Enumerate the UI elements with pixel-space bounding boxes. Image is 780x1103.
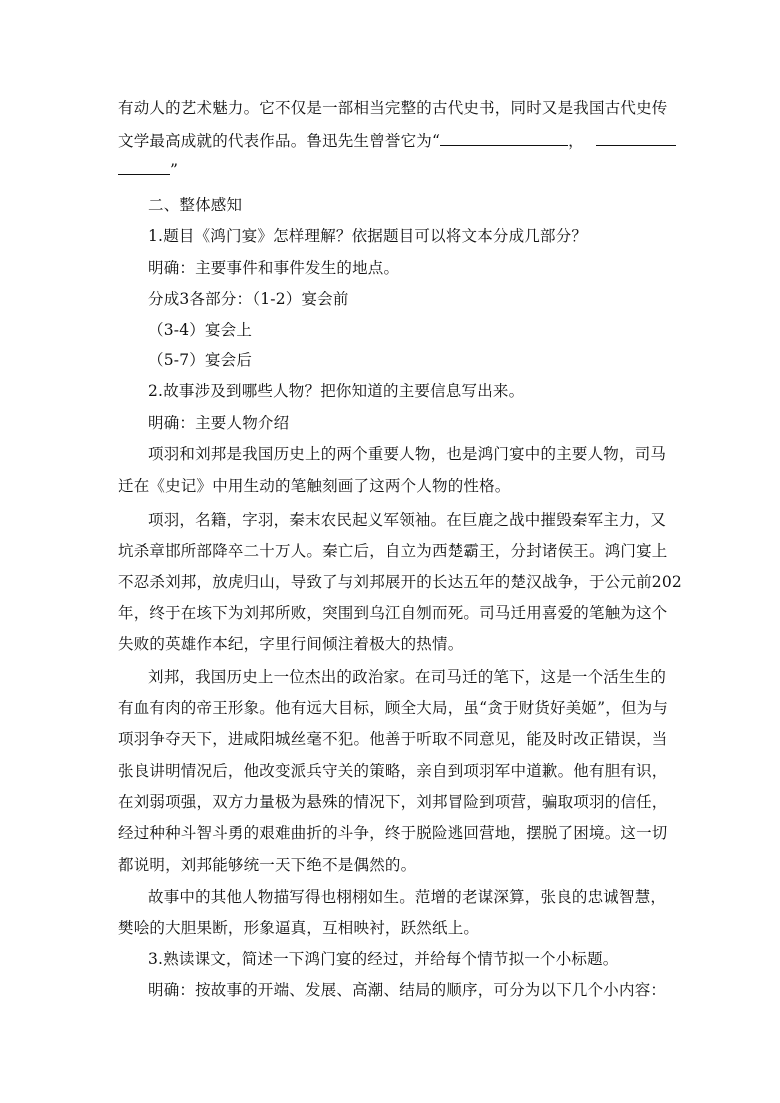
paragraph-liubang-line-6: 经过种种斗智斗勇的艰难曲折的斗争，终于脱险逃回营地，摆脱了困境。这一切 (118, 824, 668, 842)
intro-line-3 (118, 160, 178, 180)
question-1-answer: 明确：主要事件和事件发生的地点。 (148, 259, 400, 277)
paragraph-liubang-line-3: 项羽争夺天下，进咸阳城丝毫不犯。他善于听取不同意见，能及时改正错误，当 (118, 730, 668, 748)
question-1-part-3: （5-7）宴会后 (148, 351, 253, 369)
fill-blank-2-end (118, 160, 170, 175)
intro-line-2 (118, 131, 676, 151)
paragraph-xiangyu-line-4: 年，终于在垓下为刘邦所败，突围到乌江自刎而死。司马迁用喜爱的笔触为这个 (118, 604, 668, 622)
paragraph-main-line-2: 迁在《史记》中用生动的笔触刻画了这两个人物的性格。 (118, 477, 511, 495)
paragraph-xiangyu-line-3: 不忍杀刘邦，放虎归山，导致了与刘邦展开的长达五年的楚汉战争，于公元前202 (118, 573, 682, 591)
question-1-part-2: （3-4）宴会上 (148, 321, 253, 339)
paragraph-xiangyu-line-2: 坑杀章邯所部降卒二十万人。秦亡后，自立为西楚霸王，分封诸侯王。鸿门宴上 (118, 542, 668, 560)
question-1-parts: 分成3各部分：（1-2）宴会前 (148, 290, 349, 308)
intro-line-1: 有动人的艺术魅力。它不仅是一部相当完整的古代史书，同时又是我国古代史传 (118, 99, 668, 117)
question-3: 3.熟读课文，简述一下鸿门宴的经过，并给每个情节拟一个小标题。 (148, 950, 619, 968)
paragraph-liubang-line-5: 在刘弱项强，双方力量极为悬殊的情况下，刘邦冒险到项营，骗取项羽的信任， (118, 793, 668, 811)
fill-blank-2-start (596, 131, 676, 146)
paragraph-others-line-1: 故事中的其他人物描写得也栩栩如生。范增的老谋深算，张良的忠诚智慧， (148, 888, 667, 906)
paragraph-liubang-line-2: 有血有肉的帝王形象。他有远大目标，顾全大局，虽“贪于财货好美姬”，但为与 (118, 699, 669, 717)
fill-blank-1 (440, 131, 568, 146)
question-3-answer: 明确：按故事的开端、发展、高潮、结局的顺序，可分为以下几个小内容： (148, 981, 667, 999)
paragraph-others-line-2: 樊哙的大胆果断，形象逼真，互相映衬，跃然纸上。 (118, 919, 480, 937)
question-2-answer: 明确：主要人物介绍 (148, 414, 290, 432)
paragraph-liubang-line-1: 刘邦，我国历史上一位杰出的政治家。在司马迁的笔下，这是一个活生生的 (148, 668, 667, 686)
question-2: 2.故事涉及到哪些人物？把你知道的主要信息写出来。 (148, 382, 525, 400)
paragraph-liubang-line-7: 都说明，刘邦能够统一天下绝不是偶然的。 (118, 856, 417, 874)
paragraph-liubang-line-4: 张良讲明情况后，他改变派兵守关的策略，亲自到项羽军中道歉。他有胆有识， (118, 762, 668, 780)
paragraph-xiangyu-line-1: 项羽，名籍，字羽，秦末农民起义军领袖。在巨鹿之战中摧毁秦军主力，又 (148, 511, 667, 529)
intro-line-2-text: 文学最高成就的代表作品。鲁迅先生曾誉它为“ (118, 132, 441, 150)
paragraph-main-line-1: 项羽和刘邦是我国历史上的两个重要人物，也是鸿门宴中的主要人物，司马 (148, 445, 667, 463)
intro-line-2-comma: ， (568, 132, 584, 150)
question-1: 1.题目《鸿门宴》怎样理解？依据题目可以将文本分成几部分？ (148, 227, 588, 245)
paragraph-xiangyu-line-5: 失败的英雄作本纪，字里行间倾注着极大的热情。 (118, 635, 464, 653)
intro-close-quote: ” (170, 161, 179, 179)
section-heading: 二、整体感知 (148, 196, 243, 214)
